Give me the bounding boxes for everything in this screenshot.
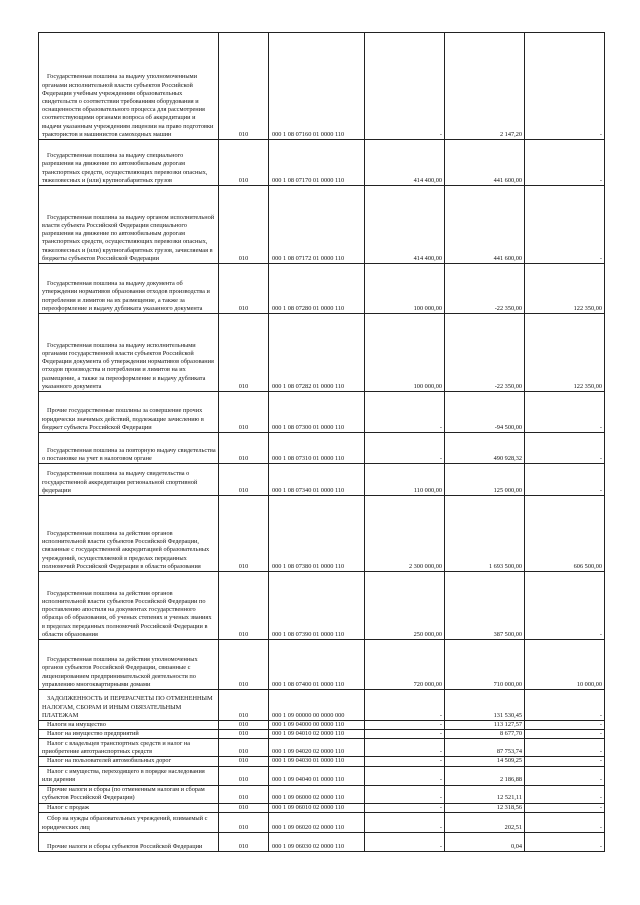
row-plan-cell: 2 300 000,00 [365,496,445,572]
row-code-cell: 010 [219,803,269,812]
row-code-cell: 010 [219,721,269,730]
row-exec-cell: -94 500,00 [445,392,525,433]
table-row [39,730,605,739]
row-name-cell: Налоги на имущество [39,721,219,730]
row-rest-cell: 122 350,00 [525,264,605,314]
row-exec-cell: -22 350,00 [445,314,525,392]
row-code-cell: 010 [219,730,269,739]
table-row [39,690,605,721]
row-kbk-cell: 000 1 09 04010 02 0000 110 [269,730,365,739]
row-rest-cell: - [525,721,605,730]
row-plan-cell: - [365,730,445,739]
row-kbk-cell: 000 1 09 06030 02 0000 110 [269,832,365,851]
row-code-cell: 010 [219,496,269,572]
row-exec-cell: 2 186,88 [445,766,525,785]
row-code-cell: 010 [219,739,269,757]
row-rest-cell: - [525,33,605,140]
row-name-cell: Государственная пошлина за выдачу исполнительными органами государственной власти субъектов Российской Федерации документа об утверждении нормативов образования отходов производства и потребления и лимитов на их размещение, а также за переоформление и выдачу дубликата указанного документа [39,314,219,392]
row-code-cell: 010 [219,33,269,140]
row-code-cell: 010 [219,433,269,464]
row-code-cell: 010 [219,140,269,186]
table-row [39,464,605,496]
table-row [39,496,605,572]
table-row [39,739,605,757]
row-name-cell: Государственная пошлина за действия уполномоченных органов субъектов Российской Федерации, связанные с лицензированием предпринимательской деятельности по управлению многоквартирными домами [39,640,219,690]
row-kbk-cell: 000 1 08 07310 01 0000 110 [269,433,365,464]
row-code-cell: 010 [219,464,269,496]
row-exec-cell: 87 753,74 [445,739,525,757]
table-row [39,186,605,264]
row-exec-cell: -22 350,00 [445,264,525,314]
row-name-cell: Государственная пошлина за выдачу уполномоченными органами исполнительной власти субъектов Российской Федерации учебным учреждениям образовательных свидетельств о соответствии требованиям оборудования и оснащенности образовательного процесса для рассмотрения соответствующими органами вопроса об аккредитации и выдачи указанным учреждениям лицензии на право подготовки трактористов и машинистов самоходных машин [39,33,219,140]
table-row [39,264,605,314]
row-exec-cell: 131 530,45 [445,690,525,721]
row-kbk-cell: 000 1 09 06020 02 0000 110 [269,812,365,832]
row-name-cell: Налог с продаж [39,803,219,812]
row-plan-cell: - [365,433,445,464]
row-name-cell: Государственная пошлина за выдачу свидетельства о государственной аккредитации региональной спортивной федерации [39,464,219,496]
row-kbk-cell: 000 1 08 07380 01 0000 110 [269,496,365,572]
row-rest-cell: - [525,766,605,785]
row-rest-cell: - [525,690,605,721]
row-exec-cell: 202,51 [445,812,525,832]
row-rest-cell: - [525,730,605,739]
table-row [39,314,605,392]
row-kbk-cell: 000 1 08 07340 01 0000 110 [269,464,365,496]
revenue-table [38,32,605,852]
row-kbk-cell: 000 1 08 07282 01 0000 110 [269,314,365,392]
row-exec-cell: 387 500,00 [445,572,525,640]
row-kbk-cell: 000 1 08 07300 01 0000 110 [269,392,365,433]
row-name-cell: Прочие налоги и сборы (по отмененным налогам и сборам субъектов Российской Федерации) [39,785,219,803]
table-row [39,392,605,433]
table-row [39,433,605,464]
table-row [39,721,605,730]
row-plan-cell: - [365,832,445,851]
row-code-cell: 010 [219,186,269,264]
row-code-cell: 010 [219,572,269,640]
row-rest-cell: 122 350,00 [525,314,605,392]
row-code-cell: 010 [219,766,269,785]
row-plan-cell: - [365,803,445,812]
table-row [39,832,605,851]
row-name-cell: Налог на имущество предприятий [39,730,219,739]
row-kbk-cell: 000 1 09 06010 02 0000 110 [269,803,365,812]
row-code-cell: 010 [219,832,269,851]
row-plan-cell: - [365,812,445,832]
table-row [39,757,605,766]
row-code-cell: 010 [219,392,269,433]
row-exec-cell: 14 509,25 [445,757,525,766]
row-exec-cell: 0,04 [445,832,525,851]
row-code-cell: 010 [219,690,269,721]
row-rest-cell: - [525,186,605,264]
row-kbk-cell: 000 1 09 04030 01 0000 110 [269,757,365,766]
row-kbk-cell: 000 1 09 04020 02 0000 110 [269,739,365,757]
row-plan-cell: - [365,33,445,140]
row-kbk-cell: 000 1 09 00000 00 0000 000 [269,690,365,721]
row-rest-cell: - [525,812,605,832]
table-row [39,140,605,186]
row-kbk-cell: 000 1 08 07400 01 0000 110 [269,640,365,690]
row-plan-cell: 110 000,00 [365,464,445,496]
row-kbk-cell: 000 1 08 07390 01 0000 110 [269,572,365,640]
row-rest-cell: - [525,392,605,433]
row-plan-cell: 100 000,00 [365,264,445,314]
table-row [39,785,605,803]
row-rest-cell: 10 000,00 [525,640,605,690]
table-row [39,766,605,785]
row-kbk-cell: 000 1 09 04000 00 0000 110 [269,721,365,730]
table-row [39,572,605,640]
row-exec-cell: 2 147,20 [445,33,525,140]
row-name-cell: Налог с владельцев транспортных средств и налог на приобретение автотранспортных средств [39,739,219,757]
row-exec-cell: 710 000,00 [445,640,525,690]
row-kbk-cell: 000 1 08 07172 01 0000 110 [269,186,365,264]
row-name-cell: Государственная пошлина за выдачу специального разрешения на движение по автомобильным дорогам транспортных средств, осуществляющих перевозки опасных, тяжеловесных и (или) крупногабаритных грузов [39,140,219,186]
row-plan-cell: - [365,766,445,785]
row-code-cell: 010 [219,757,269,766]
row-code-cell: 010 [219,785,269,803]
row-name-cell: Прочие государственные пошлины за совершение прочих юридически значимых действий, подлежащие зачислению в бюджет субъекта Российской Федерации [39,392,219,433]
row-rest-cell: - [525,464,605,496]
row-code-cell: 010 [219,314,269,392]
row-name-cell: ЗАДОЛЖЕННОСТЬ И ПЕРЕРАСЧЕТЫ ПО ОТМЕНЕННЫМ НАЛОГАМ, СБОРАМ И ИНЫМ ОБЯЗАТЕЛЬНЫМ ПЛАТЕЖАМ [39,690,219,721]
row-plan-cell: 100 000,00 [365,314,445,392]
row-plan-cell: - [365,690,445,721]
row-kbk-cell: 000 1 08 07170 01 0000 110 [269,140,365,186]
row-kbk-cell: 000 1 08 07160 01 0000 110 [269,33,365,140]
row-name-cell: Государственная пошлина за выдачу органом исполнительной власти субъекта Российской Федерации специального разрешения на движение по автомобильным дорогам транспортных средств, осуществляющих перевозки опасных, тяжеловесных и (или) крупногабаритных грузов, зачисляемая в бюджеты субъектов Российской Федерации [39,186,219,264]
row-code-cell: 010 [219,264,269,314]
row-kbk-cell: 000 1 08 07280 01 0000 110 [269,264,365,314]
row-exec-cell: 441 600,00 [445,140,525,186]
row-exec-cell: 1 693 500,00 [445,496,525,572]
row-rest-cell: - [525,803,605,812]
row-exec-cell: 125 000,00 [445,464,525,496]
row-rest-cell: - [525,572,605,640]
row-rest-cell: - [525,140,605,186]
row-exec-cell: 441 600,00 [445,186,525,264]
row-exec-cell: 8 677,70 [445,730,525,739]
row-plan-cell: 414 400,00 [365,186,445,264]
row-code-cell: 010 [219,812,269,832]
row-name-cell: Налог с имущества, переходящего в порядке наследования или дарения [39,766,219,785]
row-plan-cell: - [365,721,445,730]
row-plan-cell: 250 000,00 [365,572,445,640]
row-plan-cell: - [365,785,445,803]
row-rest-cell: - [525,832,605,851]
table-row [39,812,605,832]
row-exec-cell: 490 928,32 [445,433,525,464]
row-name-cell: Государственная пошлина за выдачу документа об утверждении нормативов образования отходов производства и потребления и лимитов на их размещение, а также за переоформление и выдачу дубликата указанного документа [39,264,219,314]
row-exec-cell: 12 318,56 [445,803,525,812]
row-plan-cell: - [365,392,445,433]
table-row [39,33,605,140]
row-exec-cell: 12 521,11 [445,785,525,803]
row-kbk-cell: 000 1 09 06000 02 0000 110 [269,785,365,803]
table-row [39,803,605,812]
row-name-cell: Государственная пошлина за повторную выдачу свидетельства о постановке на учет в налоговом органе [39,433,219,464]
row-name-cell: Сбор на нужды образовательных учреждений, взимаемый с юридических лиц [39,812,219,832]
row-rest-cell: - [525,757,605,766]
row-plan-cell: 414 400,00 [365,140,445,186]
row-plan-cell: - [365,739,445,757]
row-plan-cell: - [365,757,445,766]
row-name-cell: Прочие налоги и сборы субъектов Российской Федерации [39,832,219,851]
row-plan-cell: 720 000,00 [365,640,445,690]
row-exec-cell: 113 127,57 [445,721,525,730]
row-code-cell: 010 [219,640,269,690]
row-kbk-cell: 000 1 09 04040 01 0000 110 [269,766,365,785]
row-rest-cell: - [525,433,605,464]
table-row [39,640,605,690]
row-name-cell: Налог на пользователей автомобильных дорог [39,757,219,766]
row-rest-cell: 606 500,00 [525,496,605,572]
row-name-cell: Государственная пошлина за действия органов исполнительной власти субъектов Российской Федерации, связанные с государственной аккредитацией образовательных учреждений, осуществляемой в пределах переданных полномочий Российской Федерации в области образования [39,496,219,572]
row-rest-cell: - [525,785,605,803]
row-name-cell: Государственная пошлина за действия органов исполнительной власти субъектов Российской Федерации по проставлению апостиля на документах государственного образца об образовании, об ученых степенях и ученых званиях в пределах переданных полномочий Российской Федерации в области образования [39,572,219,640]
row-rest-cell: - [525,739,605,757]
revenue-table-body [39,33,605,852]
